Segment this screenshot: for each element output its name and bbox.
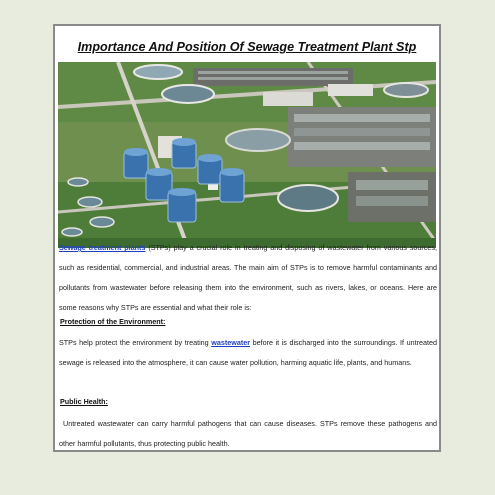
sewage-treatment-plants-link[interactable]: Sewage treatment plants <box>59 243 146 252</box>
intro-paragraph <box>59 238 437 318</box>
section-heading-public-health: Public Health: <box>60 397 108 406</box>
environment-text-after: before it is discharged into the surroundings. If untreated sewage is released into the atmosphere, it can cause water pollution, harming aquatic life, plants, and humans. <box>59 338 437 367</box>
public-health-paragraph: Untreated wastewater can carry harmful pathogens that can cause diseases. STPs remove these pathogens and other harmful pollutants, thus protecting public health. <box>59 419 437 448</box>
wastewater-link[interactable]: wastewater <box>211 338 251 347</box>
intro-text: (STPs) play a crucial role in treating and disposing of wastewater from various sources, such as residential, commercial, and industrial areas. The main aim of STPs is to remove harmful contaminants and pollutants from wastewater before releasing them into the environment, such as rivers, lakes, or oceans. Here are some reasons why STPs are essential and what their role is: <box>59 243 437 312</box>
article-card <box>53 24 441 452</box>
environment-text-before: STPs help protect the environment by treating <box>59 338 212 347</box>
page-title: Importance And Position Of Sewage Treatment Plant Stp <box>77 40 417 54</box>
section-heading-environment: Protection of the Environment: <box>60 317 166 326</box>
environment-paragraph <box>59 333 437 373</box>
hero-image <box>58 62 436 248</box>
